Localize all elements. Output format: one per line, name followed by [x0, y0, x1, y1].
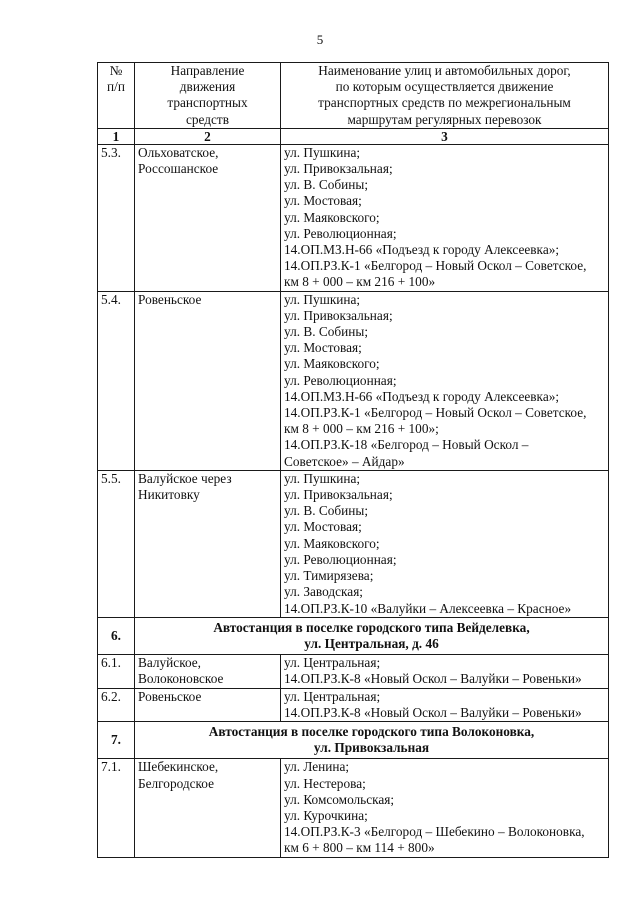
street-line: ул. Маяковского; — [284, 209, 380, 225]
street-line: 14.ОП.МЗ.Н-66 «Подъезд к городу Алексеевка»; — [284, 388, 560, 404]
street-line: ул. Пушкина; — [284, 144, 361, 160]
street-line: ул. Мостовая; — [284, 519, 362, 535]
street-line: ул. Революционная; — [284, 551, 397, 567]
streets-cell — [281, 688, 609, 721]
street-line: ул. Комсомольская; — [284, 791, 395, 807]
street-line: ул. В. Собины; — [284, 503, 369, 519]
streets-cell — [281, 759, 609, 857]
street-line: ул. Привокзальная; — [284, 487, 393, 503]
table-row — [98, 655, 609, 688]
street-line: ул. Заводская; — [284, 584, 364, 600]
group-rows-5 — [98, 144, 609, 617]
street-line: ул. Мостовая; — [284, 193, 362, 209]
section-7 — [98, 721, 609, 758]
section-row — [98, 721, 609, 758]
row-number: 7.1. — [98, 759, 135, 857]
street-line: ул. Привокзальная; — [284, 307, 393, 323]
street-line: ул. В. Собины; — [284, 177, 369, 193]
header-direction: Направление движения транспортных средств — [135, 63, 281, 129]
street-line: ул. В. Собины; — [284, 324, 369, 340]
direction-text: Шебекинское, Белгородское — [138, 759, 219, 791]
section-row — [98, 617, 609, 654]
group-rows-7 — [98, 759, 609, 857]
direction-text: Ольховатское, Россошанское — [138, 144, 219, 177]
direction-cell — [135, 655, 281, 688]
table-row — [98, 688, 609, 721]
direction-cell — [135, 759, 281, 857]
header-number: № п/п — [98, 63, 135, 129]
streets-cell — [281, 470, 609, 617]
street-line: 14.ОП.РЗ.К-1 «Белгород – Новый Оскол – Советское, — [284, 405, 587, 421]
street-line: ул. Пушкина; — [284, 291, 361, 307]
table-row — [98, 470, 609, 617]
street-line: ул. Курочкина; — [284, 807, 368, 823]
column-number: 3 — [281, 128, 609, 144]
page-number: 5 — [316, 32, 324, 47]
street-line: км 8 + 000 – км 216 + 100»; — [284, 421, 439, 437]
street-line: 14.ОП.РЗ.К-8 «Новый Оскол – Валуйки – Ровеньки» — [284, 704, 582, 720]
section-title: Автостанция в поселке городского типа Вейделевка, ул. Центральная, д. 46 — [135, 617, 609, 654]
street-line: ул. Революционная; — [284, 372, 397, 388]
street-line: ул. Центральная; — [284, 688, 381, 704]
street-line: км 6 + 800 – км 114 + 800» — [284, 840, 435, 856]
street-line: ул. Привокзальная; — [284, 161, 393, 177]
direction-cell — [135, 470, 281, 617]
street-line: 14.ОП.РЗ.К-3 «Белгород – Шебекино – Волоконовка, — [284, 824, 585, 840]
street-line: ул. Пушкина; — [284, 470, 361, 486]
street-line: 14.ОП.РЗ.К-8 «Новый Оскол – Валуйки – Ровеньки» — [284, 671, 582, 687]
table-row — [98, 144, 609, 291]
direction-cell — [135, 144, 281, 291]
street-line: 14.ОП.РЗ.К-1 «Белгород – Новый Оскол – Советское, — [284, 258, 587, 274]
direction-text: Валуйское, Волоконовское — [138, 655, 224, 687]
row-number: 5.5. — [98, 470, 135, 617]
group-rows-6 — [98, 655, 609, 722]
table-header-row — [98, 63, 609, 129]
table-row — [98, 759, 609, 857]
row-number: 5.3. — [98, 144, 135, 291]
street-line: ул. Центральная; — [284, 655, 381, 671]
column-number: 1 — [98, 128, 135, 144]
direction-text: Ровеньское — [138, 688, 202, 704]
streets-cell — [281, 655, 609, 688]
street-line: км 8 + 000 – км 216 + 100» — [284, 274, 436, 290]
street-line: Советское» – Айдар» — [284, 453, 405, 469]
row-number: 5.4. — [98, 291, 135, 470]
column-numbers-row — [98, 128, 609, 144]
header-streets: Наименование улиц и автомобильных дорог, по которым осуществляется движение транспортных средств по межрегиональным маршрутам регулярных перевозок — [281, 63, 609, 129]
section-number: 6. — [98, 617, 135, 654]
street-line: ул. Мостовая; — [284, 340, 362, 356]
streets-cell — [281, 144, 609, 291]
street-line: ул. Ленина; — [284, 759, 350, 775]
street-line: ул. Маяковского; — [284, 356, 380, 372]
street-line: 14.ОП.МЗ.Н-66 «Подъезд к городу Алексеевка»; — [284, 242, 560, 258]
table-row — [98, 291, 609, 470]
row-number: 6.2. — [98, 688, 135, 721]
streets-cell — [281, 291, 609, 470]
section-title: Автостанция в поселке городского типа Волоконовка, ул. Привокзальная — [135, 721, 609, 758]
direction-text: Ровеньское — [138, 291, 202, 307]
row-number: 6.1. — [98, 655, 135, 688]
section-number: 7. — [98, 721, 135, 758]
routes-table — [97, 62, 609, 858]
street-line: 14.ОП.РЗ.К-10 «Валуйки – Алексеевка – Красное» — [284, 600, 572, 616]
direction-cell — [135, 688, 281, 721]
direction-cell — [135, 291, 281, 470]
street-line: ул. Тимирязева; — [284, 568, 374, 584]
street-line: 14.ОП.РЗ.К-18 «Белгород – Новый Оскол – — [284, 437, 529, 453]
street-line: ул. Маяковского; — [284, 535, 380, 551]
street-line: ул. Революционная; — [284, 225, 397, 241]
direction-text: Валуйское через Никитовку — [138, 470, 232, 503]
street-line: ул. Нестерова; — [284, 775, 366, 791]
column-number: 2 — [135, 128, 281, 144]
section-6 — [98, 617, 609, 654]
